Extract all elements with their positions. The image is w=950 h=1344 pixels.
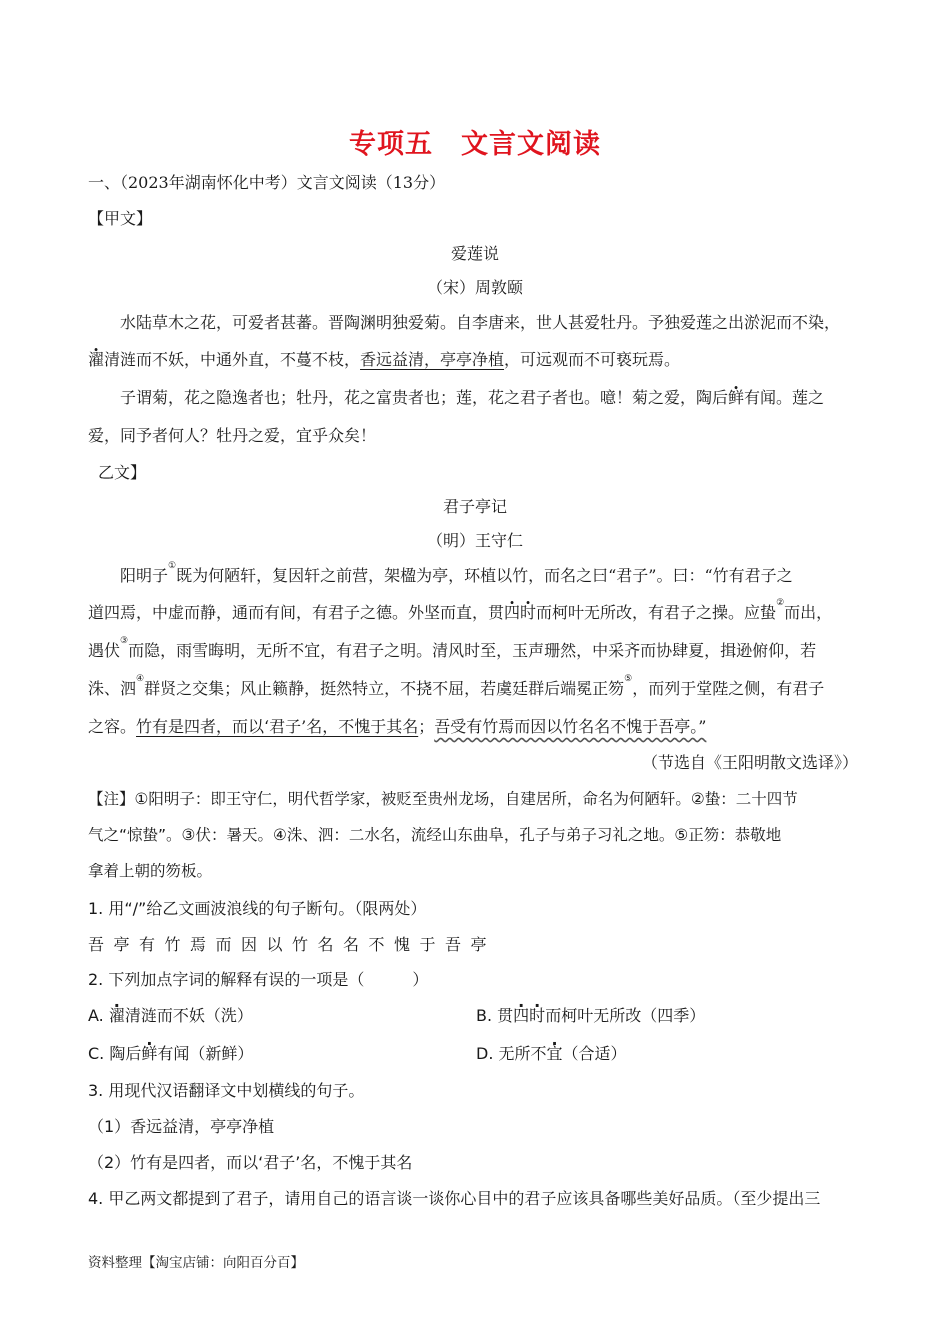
question-3-2: （2）竹有是四者，而以‘君子’名，不愧于其名 — [88, 1153, 413, 1172]
yi-title: 君子亭记 — [442, 497, 507, 516]
jia-label: 【甲文】 — [88, 209, 153, 228]
yi-text: ； — [418, 717, 435, 736]
yi-text: 阳明子 — [120, 566, 169, 585]
yi-dotted-si: 四 — [504, 603, 521, 622]
jia-p1-text: 清涟而不妖，中通外直，不蔓不枝， — [104, 350, 361, 369]
jia-p2-line1 — [120, 385, 824, 408]
section-header: 一、（2023年湖南怀化中考）文言文阅读（13分） — [88, 173, 446, 192]
yi-text: 而出， — [784, 603, 833, 622]
option-d-dotted: 宜 — [546, 1044, 563, 1063]
yi-text: 洙、泗 — [88, 679, 137, 698]
option-a — [88, 1003, 253, 1026]
question-1-chars: 吾亭有竹焉而因以竹名名不愧于吾亭 — [88, 935, 497, 954]
yi-text: 之容。 — [88, 717, 137, 736]
yi-text: 遇伏 — [88, 641, 121, 660]
option-a-dotted: 濯 — [108, 1006, 125, 1025]
question-1: 1. 用“/”给乙文画波浪线的句子断句。（限两处） — [88, 899, 427, 918]
footer: 资料整理【淘宝店铺：向阳百分百】 — [88, 1255, 304, 1271]
yi-text: 群贤之交集；风止籁静，挺然特立，不挠不屈，若虞廷群后端冕正笏 — [144, 679, 625, 698]
question-2: 2. 下列加点字词的解释有误的一项是（ ） — [88, 970, 429, 989]
option-c-dotted: 鲜 — [141, 1044, 158, 1063]
option-b-label: B. 贯 — [476, 1006, 514, 1025]
yi-source: （节选自《王阳明散文选译》） — [641, 753, 858, 772]
question-3-1: （1）香远益清，亭亭净植 — [88, 1117, 275, 1136]
yi-line4 — [88, 676, 824, 699]
yi-text: 而柯叶无所改，有君子之操。应蛰 — [536, 603, 777, 622]
jia-title: 爱莲说 — [450, 244, 499, 263]
note-ref-5: ⑤ — [624, 674, 633, 684]
yi-label: 乙文】 — [98, 463, 147, 482]
yi-text: 而隐，雨雪晦明，无所不宜，有君子之明。清风时至，玉声珊然，中采齐而协肆夏，揖逊俯仰，若 — [128, 641, 817, 660]
yi-wavy-sentence: 吾受有竹焉而因以竹名名不愧于吾亭。” — [434, 717, 707, 736]
notes-line2: 气之“惊蛰”。③伏：暑天。④洙、泗：二水名，流经山东曲阜，孔子与弟子习礼之地。⑤正笏：恭敬地 — [88, 826, 782, 844]
jia-p1-line1: 水陆草木之花，可爱者甚蕃。晋陶渊明独爱菊。自李唐来，世人甚爱牡丹。予独爱莲之出淤泥而不染， — [120, 313, 841, 332]
option-a-text: 清涟而不妖（洗） — [124, 1006, 253, 1025]
note-ref-2: ② — [776, 598, 785, 608]
jia-author: （宋）周敦颐 — [426, 278, 523, 297]
note-ref-1: ① — [168, 561, 177, 571]
page-title: 专项五 文言文阅读 — [349, 129, 601, 160]
question-3: 3. 用现代汉语翻译文中划横线的句子。 — [88, 1081, 365, 1100]
option-a-label: A. — [88, 1006, 109, 1025]
yi-underlined-sentence: 竹有是四者，而以‘君子’名，不愧于其名 — [136, 717, 419, 736]
option-b-text: 而柯叶无所改（四季） — [545, 1006, 706, 1025]
notes-line3: 拿着上朝的笏板。 — [88, 862, 213, 880]
jia-dotted-xian: 鲜 — [728, 388, 745, 407]
jia-p1-text-end: ，可远观而不可亵玩焉。 — [504, 350, 681, 369]
option-c-text: 有闻（新鲜） — [157, 1044, 254, 1063]
jia-underlined-sentence: 香远益清，亭亭净植 — [360, 350, 505, 369]
note-ref-3: ③ — [120, 636, 129, 646]
yi-line2 — [88, 600, 832, 623]
yi-dotted-shi: 时 — [520, 603, 537, 622]
jia-p2-text: 子谓菊，花之隐逸者也；牡丹，花之富贵者也；莲，花之君子者也。噫！菊之爱，陶后 — [120, 388, 729, 407]
option-d — [476, 1041, 627, 1064]
jia-dotted-zhuo: 濯 — [88, 350, 105, 369]
option-d-text: （合适） — [562, 1044, 627, 1063]
option-c — [88, 1041, 253, 1064]
notes-line1: 【注】①阳明子：即王守仁，明代哲学家，被贬至贵州龙场，自建居所，命名为何陋轩。②蛰：二十四节 — [88, 790, 798, 808]
option-d-label: D. 无所不 — [476, 1044, 547, 1063]
yi-line5 — [88, 714, 706, 737]
jia-p1-line2 — [88, 347, 680, 370]
option-c-label: C. 陶后 — [88, 1044, 142, 1063]
note-ref-4: ④ — [136, 674, 145, 684]
yi-text: ，而列于堂陛之侧，有君子 — [632, 679, 825, 698]
yi-author: （明）王守仁 — [426, 531, 523, 550]
option-b — [476, 1003, 705, 1026]
yi-text: 道四焉，中虚而静，通而有间，有君子之德。外坚而直，贯 — [88, 603, 505, 622]
yi-line3 — [88, 638, 816, 661]
option-b-dotted-2: 时 — [529, 1006, 546, 1025]
jia-p2-text-end: 有闻。莲之 — [744, 388, 825, 407]
question-4: 4. 甲乙两文都提到了君子，请用自己的语言谈一谈你心目中的君子应该具备哪些美好品质。（至少提出三 — [88, 1189, 821, 1208]
option-b-dotted-1: 四 — [513, 1006, 530, 1025]
yi-text: 既为何陋轩，复因轩之前营，架楹为亭，环植以竹，而名之曰“君子”。曰：“竹有君子之 — [176, 566, 793, 585]
jia-p2-line2: 爱，同予者何人？牡丹之爱，宜乎众矣！ — [88, 426, 377, 445]
yi-line1 — [120, 563, 793, 586]
